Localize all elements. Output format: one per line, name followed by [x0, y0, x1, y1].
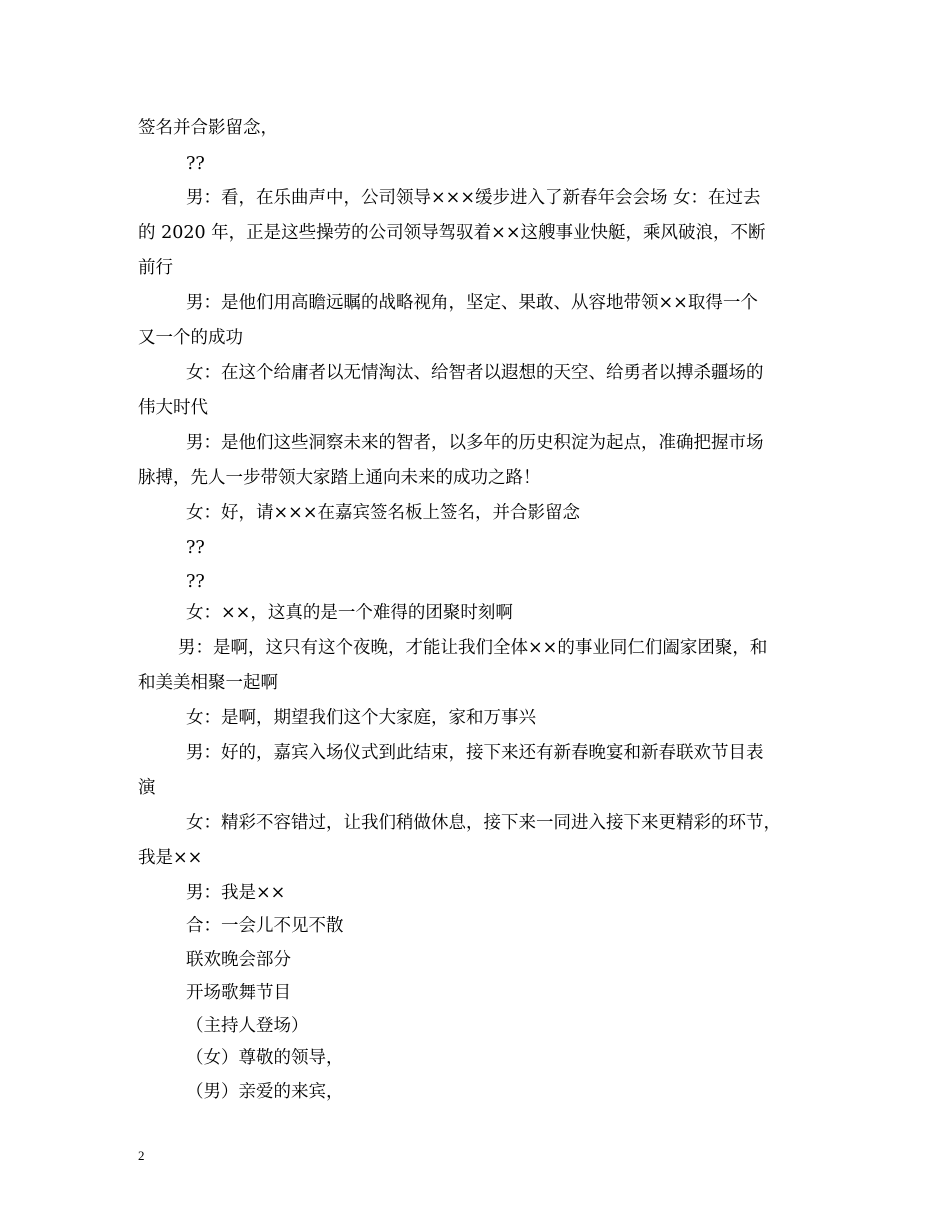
text-line: 女：××，这真的是一个难得的团聚时刻啊 — [186, 603, 513, 623]
text-line: 签名并合影留念， — [138, 118, 278, 138]
text-line: （男）亲爱的来宾， — [186, 1082, 344, 1102]
text-line: 男：看，在乐曲声中，公司领导×××缓步进入了新春年会会场 女：在过去 — [186, 188, 761, 208]
text-line: 男：好的，嘉宾入场仪式到此结束，接下来还有新春晚宴和新春联欢节目表 — [186, 743, 764, 763]
text-line: 男：是他们这些洞察未来的智者，以多年的历史积淀为起点，准确把握市场 — [186, 433, 764, 453]
text-line: 男：是啊，这只有这个夜晚，才能让我们全体××的事业同仁们阖家团聚，和 — [178, 638, 768, 658]
text-line: 男：是他们用高瞻远瞩的战略视角，坚定、果敢、从容地带领××取得一个 — [186, 293, 758, 313]
text-line: 联欢晚会部分 — [186, 950, 291, 970]
text-line: 前行 — [138, 258, 173, 278]
text-line: 合：一会儿不见不散 — [186, 916, 344, 936]
page-number: 2 — [138, 1148, 145, 1163]
text-line: 男：我是×× — [186, 883, 286, 903]
text-line: （女）尊敬的领导， — [186, 1048, 344, 1068]
text-line: 演 — [138, 778, 156, 798]
text-line: ?? — [186, 538, 205, 558]
text-line: ?? — [186, 154, 205, 174]
text-line: 女：在这个给庸者以无情淘汰、给智者以遐想的天空、给勇者以搏杀疆场的 — [186, 363, 764, 383]
text-line: 脉搏，先人一步带领大家踏上通向未来的成功之路！ — [138, 468, 541, 488]
text-line: 开场歌舞节目 — [186, 983, 291, 1003]
text-line: 和美美相聚一起啊 — [138, 673, 278, 693]
text-line: ?? — [186, 572, 205, 592]
text-line: 的 2020 年，正是这些操劳的公司领导驾驭着××这艘事业快艇，乘风破浪，不断 — [138, 223, 766, 243]
text-line: 又一个的成功 — [138, 328, 243, 348]
text-line: 女：是啊，期望我们这个大家庭，家和万事兴 — [186, 708, 536, 728]
text-line: 女：好，请×××在嘉宾签名板上签名，并合影留念 — [186, 503, 580, 523]
text-line: 我是×× — [138, 848, 203, 868]
text-line: （主持人登场） — [186, 1016, 309, 1036]
text-line: 女：精彩不容错过，让我们稍做休息，接下来一同进入接下来更精彩的环节， — [186, 813, 781, 833]
text-line: 伟大时代 — [138, 398, 208, 418]
